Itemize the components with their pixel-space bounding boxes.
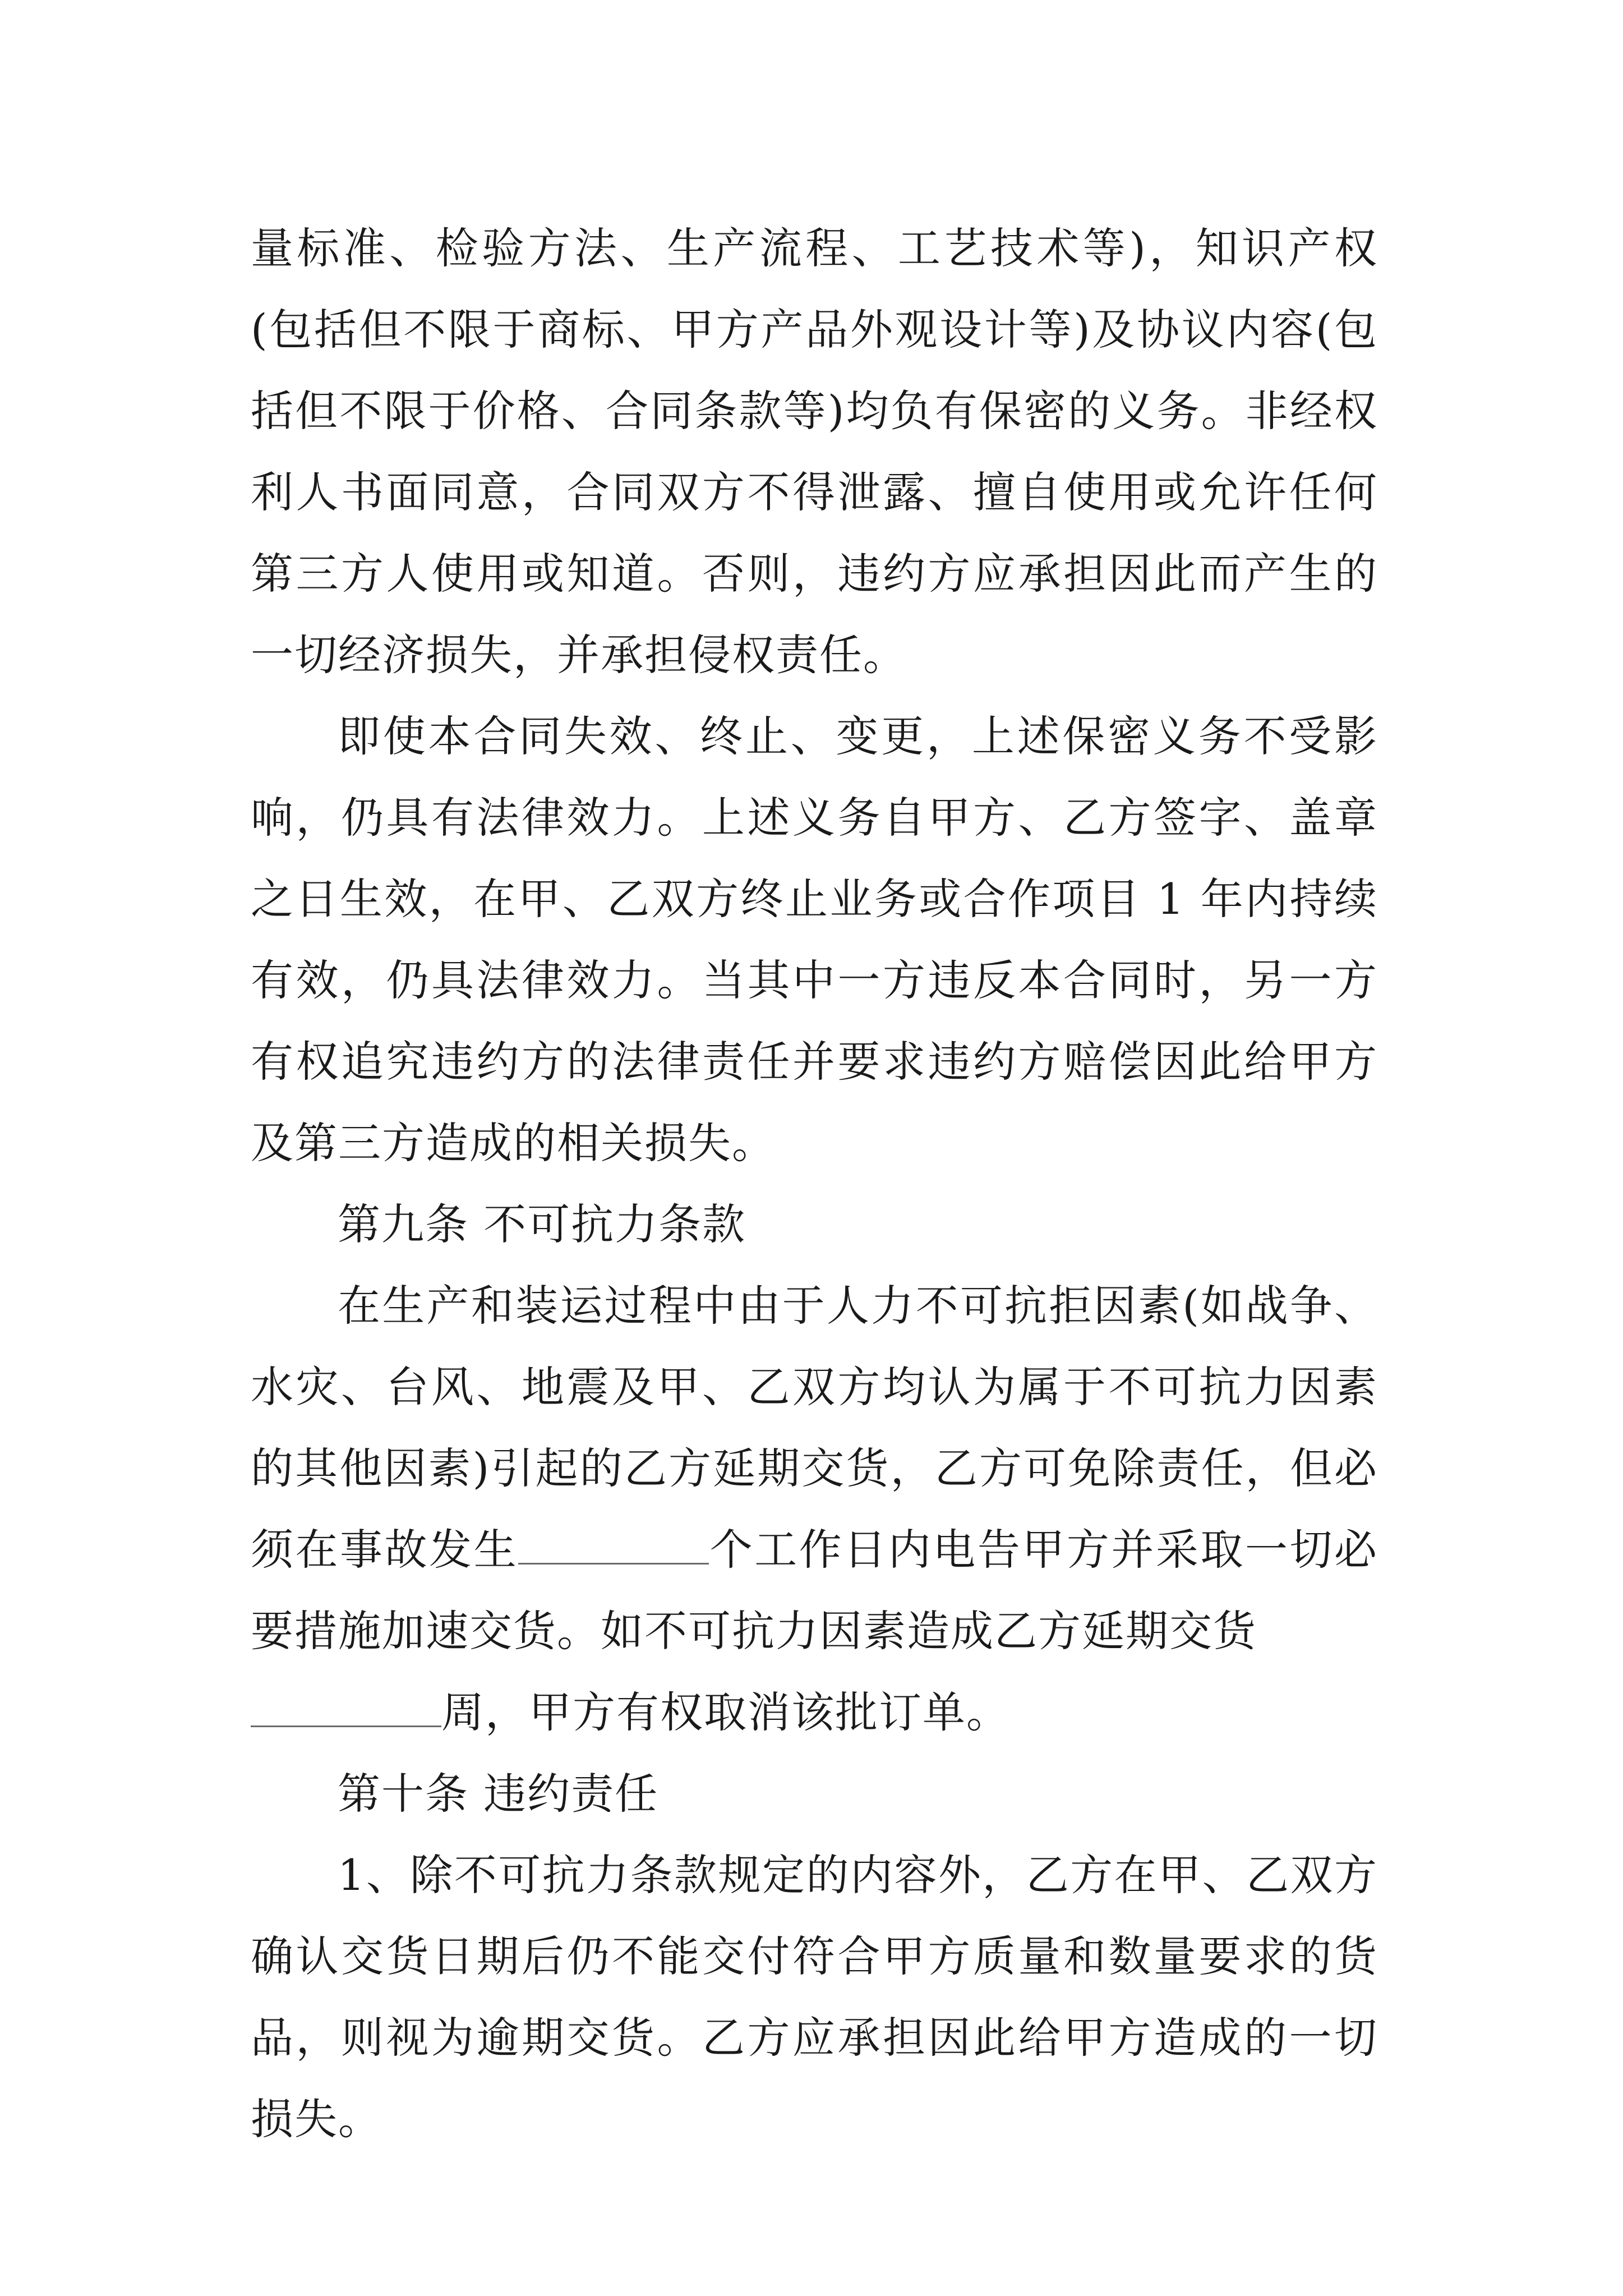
confidentiality-paragraph: 量标准、检验方法、生产流程、工艺技术等)，知识产权(包括但不限于商标、甲方产品外观设计等)及协议内容(包括但不限于价格、合同条款等)均负有保密的义务。非经权利人书面同意，合同双方不得泄露、擅自使用或允许任何第三方人使用或知道。否则，违约方应承担因此而产生的一切经济损失，并承担侵权责任。 xyxy=(251,223,1378,680)
breach-clause-1-paragraph: 1、除不可抗力条款规定的内容外，乙方在甲、乙双方确认交货日期后仍不能交付符合甲方质量和数量要求的货品，则视为逾期交货。乙方应承担因此给甲方造成的一切损失。 xyxy=(251,1850,1378,2144)
article-10-heading: 第十条 违约责任 xyxy=(338,1769,659,1819)
document-body xyxy=(251,208,1378,2160)
force-majeure-text-2: 个工作日内电告甲方并采取一切必要措施加速交货。如不可抗力因素造成乙方延期交货 xyxy=(251,1525,1378,1656)
confidentiality-validity-paragraph: 即使本合同失效、终止、变更，上述保密义务不受影响，仍具有法律效力。上述义务自甲方、乙方签字、盖章之日生效，在甲、乙双方终止业务或合作项目 1 年内持续有效，仍具法律效力。当其中一方违反本合同时，另一方有权追究违约方的法律责任并要求违约方赔偿因此给甲方及第三方造成的相关损失。 xyxy=(251,711,1378,1168)
workdays-blank-field[interactable] xyxy=(518,1526,709,1565)
weeks-blank-field[interactable] xyxy=(251,1688,441,1727)
force-majeure-paragraph xyxy=(251,1265,1378,1753)
force-majeure-text-3: 周，甲方有权取消该批订单。 xyxy=(441,1687,1010,1737)
force-majeure-text-1: 在生产和装运过程中由于人力不可抗拒因素(如战争、水灾、台风、地震及甲、乙双方均认为属于不可抗力因素的其他因素)引起的乙方延期交货，乙方可免除责任，但必须在事故发生 xyxy=(251,1281,1378,1575)
article-9-heading: 第九条 不可抗力条款 xyxy=(338,1199,746,1249)
